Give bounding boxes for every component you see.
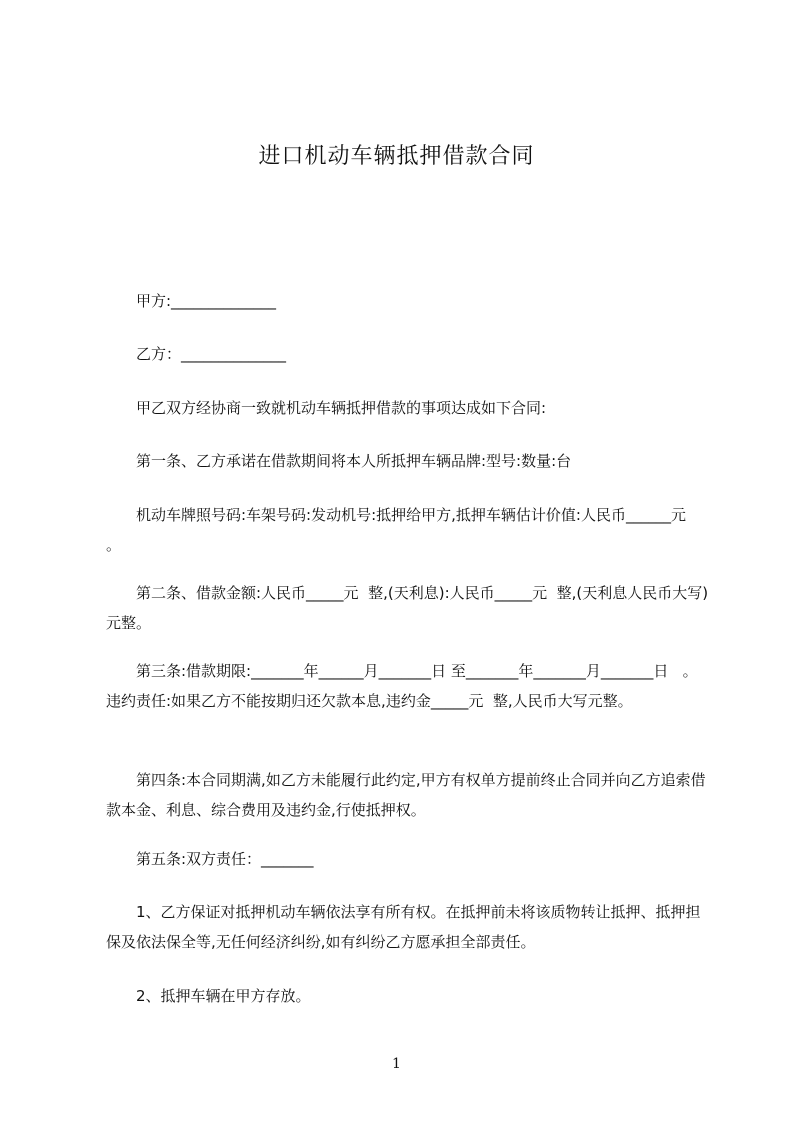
article-1-paragraph: 第一条、乙方承诺在借款期间将本人所抵押车辆品牌:型号:数量:台 [136, 452, 572, 470]
article-4-paragraph: 第四条:本合同期满,如乙方未能履行此约定,甲方有权单方提前终止合同并向乙方追索借款本金、利息、综合费用及违约金,行使抵押权。 [106, 771, 706, 819]
preamble-paragraph: 甲乙双方经协商一致就机动车辆抵押借款的事项达成如下合同: [136, 399, 547, 417]
page-number: 1 [392, 1056, 401, 1072]
vehicle-details-paragraph: 机动车牌照号码:车架号码:发动机号:抵押给甲方,抵押车辆估计价值:人民币______元 。 [106, 506, 696, 554]
responsibility-1-paragraph: 1、乙方保证对抵押机动车辆依法享有所有权。在抵押前未将该质物转让抵押、抵押担保及依法保全等,无任何经济纠纷,如有纠纷乙方愿承担全部责任。 [106, 903, 701, 951]
article-5-paragraph: 第五条:双方责任：_______ [136, 850, 314, 868]
article-2-paragraph: 第二条、借款金额:人民币_____元 整,(天利息):人民币_____元 整,(天利息人民币大写)元整。 [106, 584, 709, 632]
article-3-paragraph: 第三条:借款期限:_______年______月_______日 至_______年_______月_______日 。违约责任:如果乙方不能按期归还欠款本息,违约金_____元 整,人民币大写元整。 [106, 662, 698, 710]
document-title: 进口机动车辆抵押借款合同 [258, 144, 535, 169]
responsibility-2-paragraph: 2、抵押车辆在甲方存放。 [136, 987, 311, 1005]
party-a-line: 甲方:______________ [136, 292, 277, 310]
party-b-line: 乙方：______________ [136, 345, 287, 363]
